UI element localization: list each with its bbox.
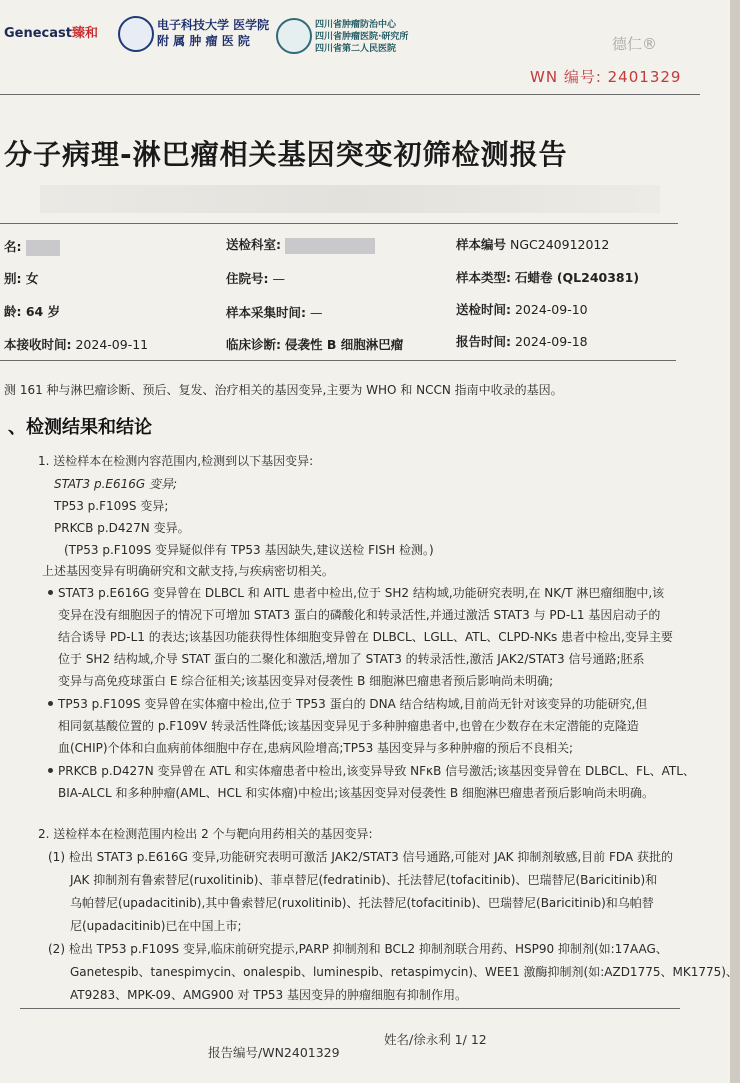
receive-row: 本接收时间: 2024-09-11: [4, 337, 149, 352]
drug-1-line-4: 尼(upadacitinib)已在中国上市;: [70, 919, 242, 933]
dept-mask: [285, 238, 375, 254]
drug-2-line-3: AT9283、MPK-09、AMG900 对 TP53 基因变异的肿瘤细胞有抑制作用。: [70, 988, 467, 1002]
uestc-seal-icon: [118, 16, 154, 52]
report-title: 分子病理-淋巴瘤相关基因突变初筛检测报告: [4, 138, 568, 171]
dept-row: 送检科室:: [226, 235, 375, 254]
sex-row: 别: 女: [4, 271, 39, 286]
sichuan-line3: 四川省第二人民医院: [315, 44, 397, 54]
variant-prkcb: PRKCB p.D427N 变异。: [54, 521, 190, 535]
wn-number: WN 编号: 2401329: [530, 68, 682, 86]
fish-note: (TP53 p.F109S 变异疑似伴有 TP53 基因缺失,建议送检 FISH 检测。): [64, 543, 434, 557]
report-time-row: 报告时间: 2024-09-18: [456, 334, 588, 349]
footer-report-no: 报告编号/WN2401329: [208, 1045, 340, 1060]
submit-row: 送检时间: 2024-09-10: [456, 302, 588, 317]
genecast-en: Genecast: [4, 26, 72, 41]
stat3-line-5: 变异与高免疫球蛋白 E 综合征相关;该基因变异对侵袭性 B 细胞淋巴瘤患者预后影响尚未明确;: [58, 674, 554, 688]
tp53-line-1: TP53 p.F109S 变异曾在实体瘤中检出,位于 TP53 蛋白的 DNA 结合结构域,目前尚无针对该变异的功能研究,但: [58, 697, 648, 711]
uestc-line2: 附 属 肿 瘤 医 院: [157, 34, 250, 48]
stat3-line-1: STAT3 p.E616G 变异曾在 DLBCL 和 AITL 患者中检出,位于 SH2 结构域,功能研究表明,在 NK/T 淋巴瘤细胞中,该: [58, 586, 665, 600]
variant-stat3: STAT3 p.E616G 变异;: [54, 477, 178, 491]
intro-text: 测 161 种与淋巴瘤诊断、预后、复发、治疗相关的基因变异,主要为 WHO 和 NCCN 指南中收录的基因。: [4, 383, 563, 397]
tp53-line-3: 血(CHIP)个体和白血病前体细胞中存在,患病风险增高;TP53 基因变异与多种肿瘤的预后不良相关;: [58, 741, 574, 755]
title-divider: [0, 223, 678, 224]
stat3-line-3: 结合诱导 PD-L1 的表达;该基因功能获得性体细胞变异曾在 DLBCL、LGLL、ATL、CLPD-NKs 患者中检出,变异主要: [58, 630, 673, 644]
sample-type-row: 样本类型: 石蜡卷 (QL240381): [456, 270, 640, 285]
inpatient-row: 住院号: —: [226, 271, 285, 286]
bullet-prkcb: [48, 768, 53, 773]
drug-1-line-3: 乌帕替尼(upadacitinib),其中鲁索替尼(ruxolitinib)、托法替尼(tofacitinib)、巴瑞替尼(Baricitinib)和乌帕替: [70, 896, 654, 910]
uestc-logo: [157, 17, 269, 49]
sichuan-seal-icon: [276, 18, 312, 54]
header-divider: [0, 94, 700, 95]
uestc-line1: 电子科技大学 医学院: [157, 18, 270, 32]
drug-2-line-2: Ganetespib、tanespimycin、onalespib、luminespib、retaspimycin)、WEE1 激酶抑制剂(如:AZD1775、MK1775)、: [70, 965, 738, 979]
footer-name-page: 姓名/徐永利 1/ 12: [384, 1032, 487, 1047]
drug-1-line-2: JAK 抑制剂有鲁索替尼(ruxolitinib)、菲卓替尼(fedratinib)、托法替尼(tofacitinib)、巴瑞替尼(Baricitinib)和: [70, 873, 658, 887]
variant-tp53: TP53 p.F109S 变异;: [54, 499, 169, 513]
stat3-line-4: 位于 SH2 结构域,介导 STAT 蛋白的二聚化和激活,增加了 STAT3 的转录活性,激活 JAK2/STAT3 信号通路;胚系: [58, 652, 645, 666]
genecast-logo: [4, 22, 98, 41]
name-row: 名:: [4, 237, 60, 256]
drug-1-line-1: (1) 检出 STAT3 p.E616G 变异,功能研究表明可激活 JAK2/STAT3 信号通路,可能对 JAK 抑制剂敏感,目前 FDA 获批的: [48, 850, 673, 864]
diagnosis-row: 临床诊断: 侵袭性 B 细胞淋巴瘤: [226, 337, 404, 352]
brand-right: 德仁®: [612, 35, 658, 53]
evidence-line: 上述基因变异有明确研究和文献支持,与疾病密切相关。: [42, 564, 334, 578]
bullet-tp53: [48, 701, 53, 706]
prkcb-line-2: BIA-ALCL 和多种肿瘤(AML、HCL 和实体瘤)中检出;该基因变异对侵袭性 B 细胞淋巴瘤患者预后影响尚未明确。: [58, 786, 654, 800]
section-title: 、检测结果和结论: [8, 417, 152, 438]
result-item-2: 2. 送检样本在检测范围内检出 2 个与靶向用药相关的基因变异:: [38, 827, 373, 841]
bullet-stat3: [48, 590, 53, 595]
sichuan-line1: 四川省肿瘤防治中心: [315, 20, 397, 30]
drug-2-line-1: (2) 检出 TP53 p.F109S 变异,临床前研究提示,PARP 抑制剂和 BCL2 抑制剂联合用药、HSP90 抑制剂(如:17AAG、: [48, 942, 668, 956]
sichuan-logo: [315, 19, 408, 55]
info-divider: [0, 360, 676, 361]
collect-row: 样本采集时间: —: [226, 305, 323, 320]
result-item-1: 1. 送检样本在检测内容范围内,检测到以下基因变异:: [38, 454, 314, 468]
age-row: 龄: 64 岁: [4, 304, 61, 319]
prkcb-line-1: PRKCB p.D427N 变异曾在 ATL 和实体瘤患者中检出,该变异导致 NFκB 信号激活;该基因变异曾在 DLBCL、FL、ATL、: [58, 764, 695, 778]
name-mask: [26, 240, 60, 256]
sample-no-row: 样本编号 NGC240912012: [456, 237, 610, 252]
genecast-cn: 臻和: [72, 26, 99, 41]
stat3-line-2: 变异在没有细胞因子的情况下可增加 STAT3 蛋白的磷酸化和转录活性,并通过激活 STAT3 与 PD-L1 基因启动子的: [58, 608, 661, 622]
sichuan-line2: 四川省肿瘤医院·研究所: [315, 32, 409, 42]
blurred-subtitle: [40, 185, 660, 213]
tp53-line-2: 相同氨基酸位置的 p.F109V 转录活性降低;该基因变异见于多种肿瘤患者中,也曾在少数存在未定潜能的克隆造: [58, 719, 639, 733]
footer-divider: [20, 1008, 680, 1009]
